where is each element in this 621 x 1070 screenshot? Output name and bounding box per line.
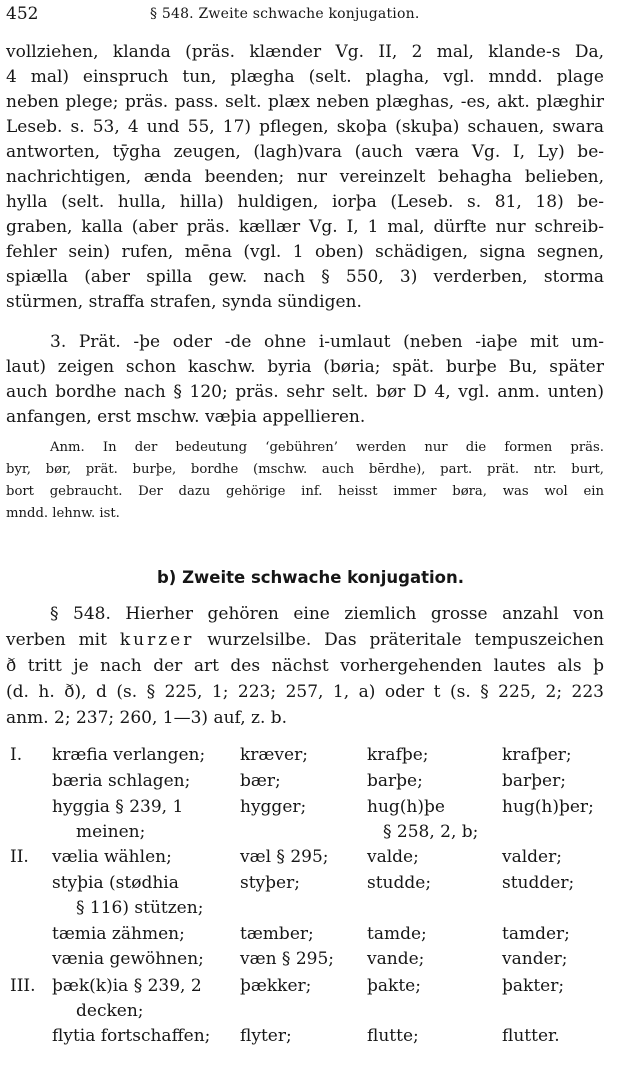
infinitive-cell: þæk(k)ia § 239, 2 [52,976,202,996]
text-line: fehler sein) rufen, mēna (vgl. 1 oben) schädigen, signa segnen, [6,242,604,262]
preterite-cell: barþe; [367,771,423,791]
note-line: bort gebraucht. Der dazu gehörige inf. heisst immer børa, was wol ein [6,484,604,499]
infinitive-cell: hyggia § 239, 1 [52,797,184,817]
text-line: nachrichtigen, ænda beenden; nur vereinzelt behagha belieben, [6,167,604,187]
table-row [0,797,621,823]
text-line: vollziehen, klanda (präs. klænder Vg. II, 2 mal, klande-s Da, [6,42,604,62]
participle-cell: hug(h)þer; [502,797,594,817]
preterite-cell: krafþe; [367,745,429,765]
participle-cell: valder; [502,847,562,867]
participle-cell: krafþer; [502,745,572,765]
participle-cell: barþer; [502,771,566,791]
text-line: anfangen, erst mschw. væþia appellieren. [6,407,366,427]
infinitive-cell: bæria schlagen; [52,771,191,791]
infinitive-cell: kræfia verlangen; [52,745,206,765]
preterite-cell: tamde; [367,924,427,944]
preterite-cell: § 258, 2, b; [383,822,479,842]
text-line: auch bordhe nach § 120; präs. sehr selt. bør D 4, vgl. anm. unten) [6,382,604,402]
text-line: spiælla (aber spilla gew. nach § 550, 3) verderben, storma [6,267,604,287]
text-line: anm. 2; 237; 260, 1—3) auf, z. b. [6,708,288,728]
class-label: I. [10,745,23,765]
spaced-emphasis: kurzer [119,630,195,650]
present-cell: tæmber; [240,924,314,944]
infinitive-cell: flytia fortschaffen; [52,1026,211,1046]
preterite-cell: valde; [367,847,419,867]
infinitive-cell: meinen; [76,822,146,842]
note-line: mndd. lehnw. ist. [6,506,120,521]
infinitive-cell: styþia (stødhia [52,873,179,893]
participle-cell: þakter; [502,976,565,996]
table-row-continuation [0,1001,621,1027]
table-row-continuation [0,898,621,924]
text-line: stürmen, straffa strafen, synda sündigen. [6,292,362,312]
text-line: hylla (selt. hulla, hilla) huldigen, iorþa (Leseb. s. 81, 18) be- [6,192,604,212]
participle-cell: tamder; [502,924,570,944]
text-line: verben mit kurzer wurzelsilbe. Das präteritale tempuszeichen [6,630,604,650]
preterite-cell: þakte; [367,976,421,996]
infinitive-cell: vænia gewöhnen; [52,949,204,969]
page-number: 452 [6,4,39,24]
preterite-cell: vande; [367,949,425,969]
infinitive-cell: decken; [76,1001,144,1021]
table-row [0,976,621,1002]
participle-cell: studder; [502,873,575,893]
text-line: ð tritt je nach der art des nächst vorhergehenden lautes als þ [6,656,604,676]
present-cell: þækker; [240,976,312,996]
text-line: Leseb. s. 53, 4 und 55, 17) pflegen, skoþa (skuþa) schauen, swara [6,117,604,137]
page-header [4,4,604,28]
text-line: graben, kalla (aber präs. kællær Vg. I, 1 mal, dürfte nur schreib- [6,217,604,237]
table-row [0,771,621,797]
present-cell: styþer; [240,873,300,893]
table-row [0,873,621,899]
preterite-cell: flutte; [367,1026,419,1046]
table-row [0,924,621,950]
text-line: laut) zeigen schon kaschw. byria (børia; spät. burþe Bu, später [6,357,604,377]
note-line: Anm. In der bedeutung ‘gebühren’ werden nur die formen präs. [50,440,604,455]
present-cell: kræver; [240,745,308,765]
infinitive-cell: tæmia zähmen; [52,924,185,944]
table-row [0,1026,621,1052]
infinitive-cell: vælia wählen; [52,847,172,867]
table-row [0,949,621,975]
participle-cell: vander; [502,949,568,969]
present-cell: flyter; [240,1026,292,1046]
present-cell: væl § 295; [240,847,329,867]
table-row [0,745,621,771]
class-label: III. [10,976,36,996]
infinitive-cell: § 116) stützen; [76,898,204,918]
text-line: antworten, tȳgha zeugen, (lagh)vara (auch væra Vg. I, Ly) be- [6,142,604,162]
note-line: byr, bør, prät. burþe, bordhe (mschw. auch bērdhe), part. prät. ntr. burt, [6,462,604,477]
section-heading: b) Zweite schwache konjugation. [156,568,464,587]
present-cell: væn § 295; [240,949,335,969]
participle-cell: flutter. [502,1026,560,1046]
present-cell: bær; [240,771,281,791]
table-row-continuation [0,822,621,848]
text-line: 3. Prät. -þe oder -de ohne i-umlaut (neben -iaþe mit um- [50,332,604,352]
text-line: 4 mal) einspruch tun, plægha (selt. plagha, vgl. mndd. plage [6,67,604,87]
table-row [0,847,621,873]
preterite-cell: hug(h)þe [367,797,445,817]
text-line: § 548. Hierher gehören eine ziemlich grosse anzahl von [50,604,604,624]
preterite-cell: studde; [367,873,432,893]
present-cell: hygger; [240,797,307,817]
running-head: § 548. Zweite schwache konjugation. [150,6,420,22]
class-label: II. [10,847,29,867]
text-line: neben plege; präs. pass. selt. plæx neben plæghas, -es, akt. plæghir [6,92,604,112]
text-line: (d. h. ð), d (s. § 225, 1; 223; 257, 1, a) oder t (s. § 225, 2; 223 [6,682,604,702]
